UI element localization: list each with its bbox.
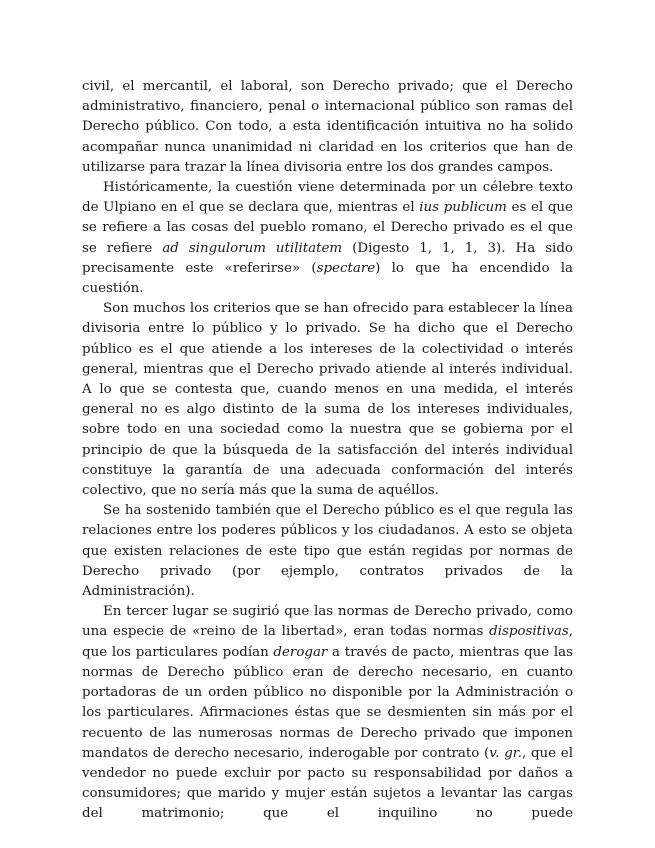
document-page [82,77,573,825]
italic-term: ius publicum [419,200,507,216]
text-run: , que los particulares podían [82,624,573,660]
paragraph-1 [82,77,573,178]
text-run: Históricamente, la cuestión viene determinada por un célebre texto de Ulpiano en el que se declara que, mientras el [82,180,573,216]
italic-term: ad singulorum utilitatem [162,240,343,256]
italic-term: spectare [316,260,376,276]
text-run: , que el vendedor no puede excluir por pacto su responsabilidad por daños a consumidores; que marido y mujer están sujetos a levantar las cargas del matrimonio; que el inquilino no puede [82,745,573,822]
paragraph-2 [82,178,573,299]
paragraph-3 [82,299,573,501]
text-run: es el que se refiere a las cosas del pueblo romano, el Derecho privado es el que se refiere [82,200,573,256]
italic-term: v. gr. [489,745,522,761]
text-run: Son muchos los criterios que se han ofrecido para establecer la línea divisoria entre lo público y lo privado. Se ha dicho que el Derecho público es el que atiende a los intereses de la colectividad o interés general, mientras que el Derecho privado atiende al interés individual. A lo que se contesta que, cuando menos en una medida, el interés general no es algo distinto de la suma de los intereses individuales, sobre todo en una sociedad como la nuestra que se gobierna por el principio de que la búsqueda de la satisfacción del interés individual constituye la garantía de una adecuada conformación del interés colectivo, que no sería más que la suma de aquéllos. [82,301,573,499]
paragraph-4 [82,501,573,602]
italic-term: dispositivas [489,624,569,640]
text-run: (Digesto 1, 1, 1, 3). Ha sido precisamente este «referirse» ( [82,240,573,276]
text-run: ) lo que ha encendido la cuestión. [82,260,574,297]
text-run: a través de pacto, mientras que las normas de Derecho público eran de derecho necesario, en cuanto portadoras de un orden público no disponible por la Administración o los particulares. Afirmaciones éstas que se desmienten sin más por el recuento de las numerosas normas de Derecho privado que imponen mandatos de derecho necesario, inderogable por contrato ( [82,644,573,761]
paragraph-5 [82,602,573,824]
text-run: civil, el mercantil, el laboral, son Derecho privado; que el Derecho administrativo, financiero, penal o internacional público son ramas del Derecho público. Con todo, a esta identificación intuitiva no ha solido acompañar nunca unanimidad ni claridad en los criterios que han de utilizarse para trazar la línea divisoria entre los dos grandes campos. [82,79,573,175]
italic-term: derogar [273,644,328,660]
text-run: En tercer lugar se sugirió que las normas de Derecho privado, como una especie de «reino de la libertad», eran todas normas [82,604,573,640]
text-run: Se ha sostenido también que el Derecho público es el que regula las relaciones entre los poderes públicos y los ciudadanos. A esto se objeta que existen relaciones de este tipo que están regidas por normas de Derecho privado (por ejemplo, contratos privados de la Administración). [82,503,573,600]
